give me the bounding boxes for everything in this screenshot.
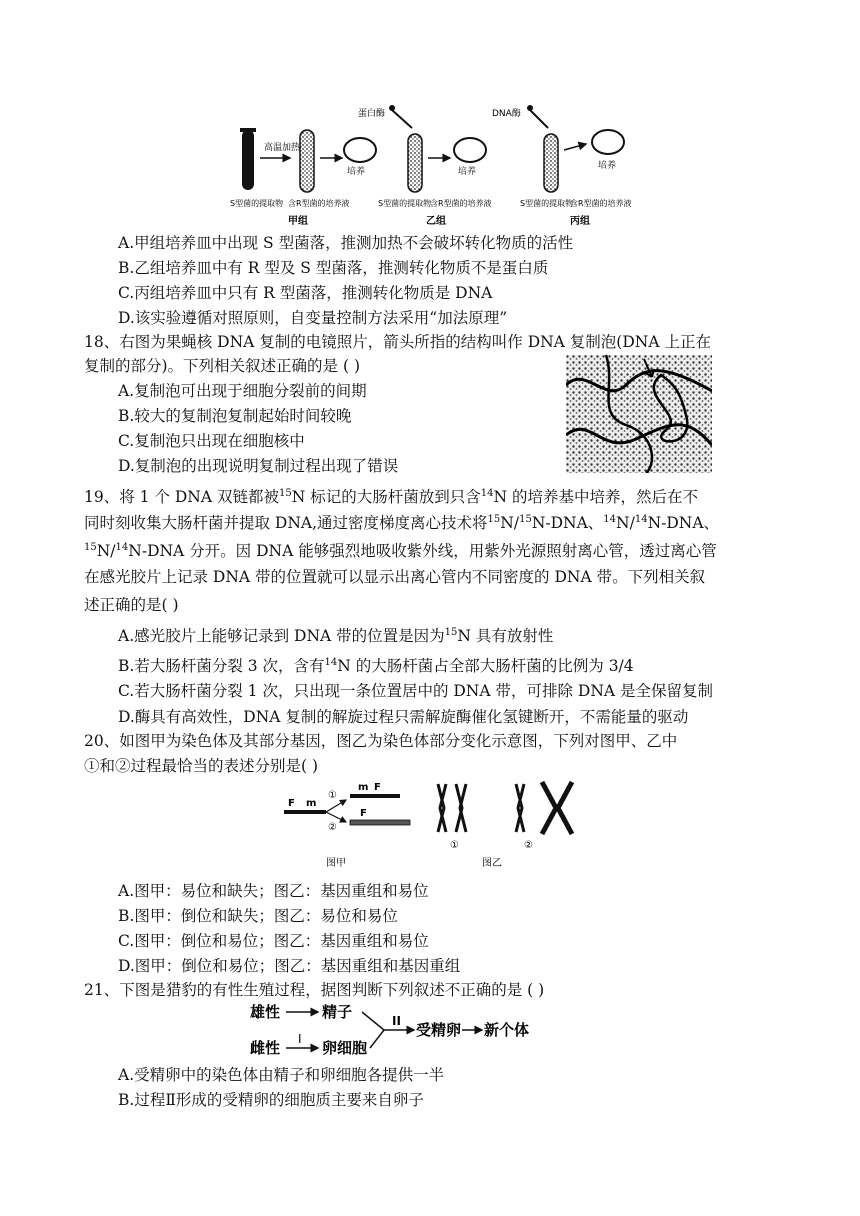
q17-group-label-yi: 乙组 — [426, 216, 446, 227]
q19-option-d: D.酶具有高效性，DNA 复制的解旋过程只需解旋酶催化氢键断开，不需能量的驱动 — [118, 708, 689, 726]
process-2-mark: ② — [328, 822, 337, 833]
q20-option-b: B.图甲：倒位和缺失；图乙：易位和易位 — [118, 907, 398, 925]
q20-option-c: C.图甲：倒位和易位；图乙：基因重组和易位 — [118, 932, 429, 950]
r-culture-tube-bing — [544, 134, 558, 192]
gene-f-label-1: F — [374, 782, 381, 793]
q21-option-a: A.受精卵中的染色体由精子和卵细胞各提供一半 — [118, 1066, 445, 1084]
egg-label: 卵细胞 — [322, 1039, 368, 1057]
isotope-sup: 14 — [115, 542, 129, 553]
q21-stem: 21、下图是猎豹的有性生殖过程，据图判断下列叙述不正确的是 ( ) — [84, 981, 545, 999]
isotope-sup: 14 — [603, 514, 617, 525]
q20-option-a: A.图甲：易位和缺失；图乙：基因重组和易位 — [118, 882, 429, 900]
figure-jia — [284, 782, 410, 869]
group-jia — [230, 128, 376, 227]
isotope-sup: 15 — [519, 514, 532, 525]
culture-dish-bing — [592, 130, 624, 154]
q19-stem-line2 — [84, 509, 719, 534]
q18-option-b: B.较大的复制泡复制起始时间较晚 — [118, 407, 352, 425]
q18-option-d: D.复制泡的出现说明复制过程出现了错误 — [118, 457, 399, 475]
q18-option-a: A.复制泡可出现于细胞分裂前的间期 — [118, 382, 367, 400]
q17-tube1-label-yi: S型菌的提取物 — [378, 199, 432, 208]
q20-stem-line2: ①和②过程最恰当的表述分别是( ) — [84, 757, 319, 775]
q17-protease-label: 蛋白酶 — [358, 109, 386, 119]
q19-stem-line3 — [84, 537, 717, 562]
chromosome-after-2 — [350, 820, 410, 825]
q19-text: A.感光胶片上能够记录到 DNA 带的位置是因为 — [118, 627, 445, 645]
q17-tube2-label-yi: 含R型菌的培养液 — [430, 199, 492, 208]
q17-tube2-label-jia: 含R型菌的培养液 — [288, 199, 350, 208]
isotope-sup: 14 — [324, 657, 338, 668]
q21-option-b: B.过程Ⅱ形成的受精卵的细胞质主要来自卵子 — [118, 1091, 424, 1109]
q19-stem-line5: 述正确的是( ) — [84, 596, 179, 614]
q19-text: N/ — [500, 514, 520, 532]
female-label: 雌性 — [250, 1039, 281, 1057]
figure-yi-mark-2: ② — [524, 840, 533, 851]
q17-option-d: D.该实验遵循对照原则，自变量控制方法采用“加法原理” — [118, 309, 508, 327]
q19-text: N-DNA、 — [531, 514, 604, 532]
process-1-mark: ① — [328, 790, 337, 801]
q21-figure — [250, 1001, 530, 1061]
figure-yi-mark-1: ① — [450, 840, 459, 851]
figure-yi — [438, 782, 572, 869]
q19-text: 同时刻收集大肠杆菌并提取 DNA,通过密度梯度离心技术将 — [84, 514, 488, 532]
q19-text: N-DNA、 — [647, 514, 720, 532]
zygote-label: 受精卵 — [416, 1021, 462, 1039]
q18-option-c: C.复制泡只出现在细胞核中 — [118, 432, 305, 450]
q19-stem-line4: 在感光胶片上记录 DNA 带的位置就可以显示出离心管内不同密度的 DNA 带。下列相关叙 — [84, 568, 706, 586]
q18-stem-line1: 18、右图为果蝇核 DNA 复制的电镜照片，箭头所指的结构叫作 DNA 复制泡(DNA 上正在 — [84, 333, 711, 351]
s-extract-tube-jia — [242, 130, 254, 190]
isotope-sup: 15 — [444, 627, 458, 638]
culture-dish-yi — [454, 138, 486, 162]
q17-group-label-jia: 甲组 — [288, 216, 308, 227]
q17-option-b: B.乙组培养皿中有 R 型及 S 型菌落，推测转化物质不是蛋白质 — [118, 259, 549, 277]
isotope-sup: 14 — [634, 514, 648, 525]
isotope-sup: 15 — [278, 488, 292, 499]
q17-option-a: A.甲组培养皿中出现 S 型菌落，推测加热不会破坏转化物质的活性 — [118, 234, 574, 252]
r-culture-tube-yi — [408, 134, 422, 192]
q17-dnase-label: DNA酶 — [492, 109, 521, 119]
gene-m-label-1: m — [358, 782, 369, 793]
figure-jia-label: 图甲 — [326, 858, 346, 869]
q20-option-d: D.图甲：倒位和易位；图乙：基因重组和基因重组 — [118, 957, 461, 975]
q17-dish-label-yi: 培养 — [458, 167, 477, 177]
q19-text: N/ — [616, 514, 635, 532]
figure-yi-label: 图乙 — [482, 858, 502, 869]
q17-tube1-label-jia: S型菌的提取物 — [230, 199, 284, 208]
gene-m-label: m — [306, 798, 317, 809]
q19-option-c: C.若大肠杆菌分裂 1 次，只出现一条位置居中的 DNA 带，可排除 DNA 是全保留复制 — [118, 682, 714, 700]
gene-f-label: F — [288, 798, 295, 809]
q17-dish-label-jia: 培养 — [347, 167, 366, 177]
isotope-sup: 15 — [84, 542, 97, 553]
q19-text: B.若大肠杆菌分裂 3 次，含有 — [118, 657, 325, 675]
q17-experiment-figure — [230, 100, 650, 228]
q18-stem-line2: 复制的部分)。下列相关叙述正确的是 ( ) — [84, 357, 360, 375]
chromosome-after-1 — [350, 794, 400, 798]
step2-label: II — [392, 1014, 401, 1028]
q19-text: N 的大肠杆菌占全部大肠杆菌的比例为 3/4 — [337, 657, 634, 675]
q19-text: N 的培养基中培养，然后在不 — [493, 488, 698, 506]
q19-option-b — [118, 652, 634, 677]
male-label: 雄性 — [250, 1003, 281, 1021]
q20-figure — [280, 778, 590, 874]
group-bing — [492, 105, 632, 227]
q19-text: N 具有放射性 — [457, 627, 554, 645]
culture-dish-jia — [344, 138, 376, 162]
isotope-sup: 14 — [480, 488, 494, 499]
q17-heat-label: 高温加热 — [264, 143, 301, 153]
gene-f-label-2: F — [360, 808, 367, 819]
new-individual-label: 新个体 — [484, 1021, 530, 1039]
q17-tube1-label-bing: S型菌的提取物 — [520, 199, 574, 208]
isotope-sup: 15 — [487, 514, 501, 525]
q19-text: N-DNA 分开。因 DNA 能够强烈地吸收紫外线，用紫外光源照射离心管，透过离心管 — [128, 542, 717, 560]
q19-text: N 标记的大肠杆菌放到只含 — [291, 488, 481, 506]
original-chromosome — [284, 810, 326, 814]
q17-option-c: C.丙组培养皿中只有 R 型菌落，推测转化物质是 DNA — [118, 284, 493, 302]
q19-stem-line1 — [84, 483, 698, 508]
q17-dish-label-bing: 培养 — [598, 161, 617, 171]
r-culture-tube-jia — [300, 130, 314, 192]
q19-text: N/ — [96, 542, 116, 560]
q17-group-label-bing: 丙组 — [570, 216, 590, 227]
q19-text: 19、将 1 个 DNA 双链都被 — [84, 488, 279, 506]
q19-option-a — [118, 622, 553, 647]
sperm-label: 精子 — [322, 1003, 353, 1021]
q17-tube2-label-bing: 含R型菌的培养液 — [570, 199, 632, 208]
q20-stem-line1: 20、如图甲为染色体及其部分基因，图乙为染色体部分变化示意图，下列对图甲、乙中 — [84, 732, 678, 750]
group-yi — [358, 105, 492, 227]
step1-label: I — [298, 1032, 302, 1046]
q18-micrograph — [566, 355, 712, 473]
